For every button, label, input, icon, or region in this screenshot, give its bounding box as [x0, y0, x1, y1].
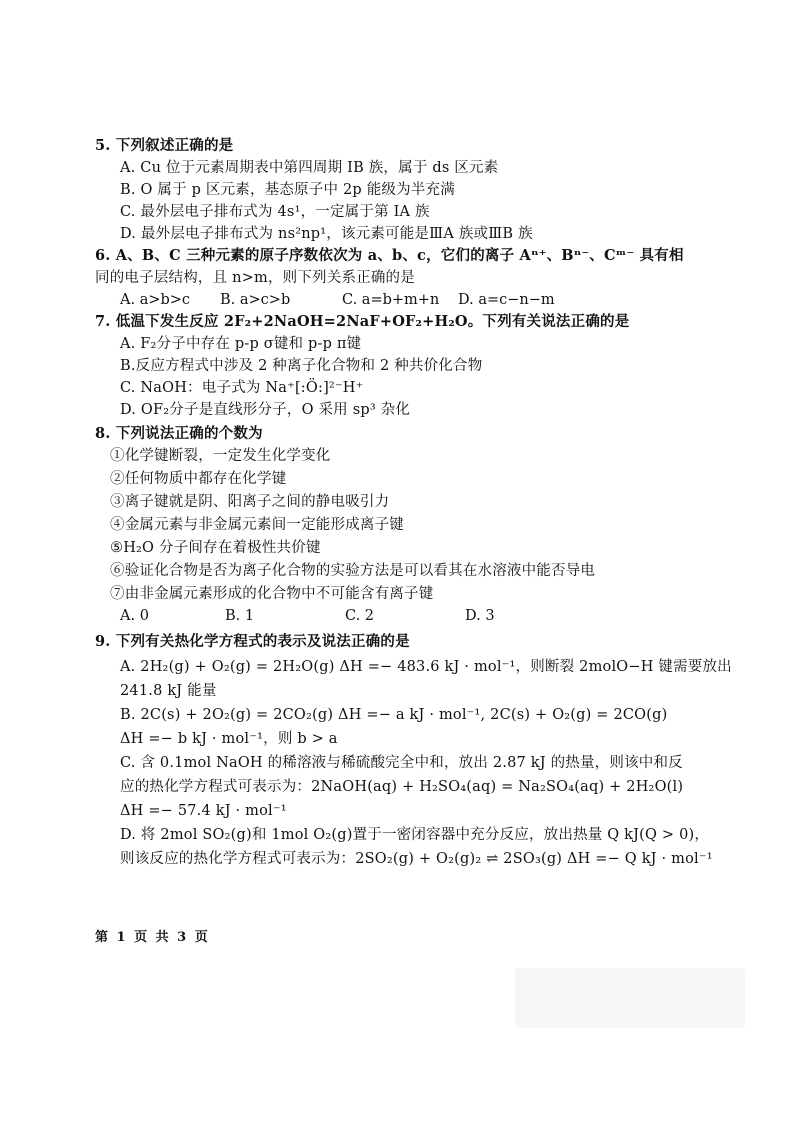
q9-option-d-line1: D. 将 2mol SO₂(g)和 1mol O₂(g)置于一密闭容器中充分反应，放出热量 Q kJ(Q > 0)，: [120, 827, 710, 843]
page-number-footer: 第 1 页 共 3 页: [95, 930, 210, 945]
q9-option-b-line1: B. 2C(s) + 2O₂(g) = 2CO₂(g) ΔH =− a kJ · mol⁻¹, 2C(s) + O₂(g) = 2CO(g): [120, 707, 668, 723]
q5-stem: 5. 下列叙述正确的是: [95, 137, 234, 154]
q7-option-c: C. NaOH：电子式为 Na⁺[:Ö:]²⁻H⁺: [120, 380, 364, 396]
q7-option-a: A. F₂分子中存在 p-p σ键和 p-p π键: [120, 336, 362, 352]
q5-option-c: C. 最外层电子排布式为 4s¹，一定属于第 IA 族: [120, 204, 430, 220]
q8-statement-4: ④金属元素与非金属元素间一定能形成离子键: [110, 517, 404, 533]
q9-option-c-line3: ΔH =− 57.4 kJ · mol⁻¹: [120, 803, 287, 819]
q5-option-d: D. 最外层电子排布式为 ns²np¹，该元素可能是ⅢA 族或ⅢB 族: [120, 226, 533, 242]
q9-option-c-line2: 应的热化学方程式可表示为：2NaOH(aq) + H₂SO₄(aq) = Na₂SO₄(aq) + 2H₂O(l): [120, 779, 684, 795]
q9-option-d-line2: 则该反应的热化学方程式可表示为：2SO₂(g) + O₂(g)₂ ⇌ 2SO₃(g) ΔH =− Q kJ · mol⁻¹: [120, 851, 713, 867]
q7-option-b: B.反应方程式中涉及 2 种离子化合物和 2 种共价化合物: [120, 358, 483, 374]
q6-options: [120, 290, 720, 310]
q5-option-a: A. Cu 位于元素周期表中第四周期 IB 族，属于 ds 区元素: [120, 160, 499, 176]
q8-option-a: A. 0: [120, 608, 149, 624]
q8-statement-7: ⑦由非金属元素形成的化合物中不可能含有离子键: [110, 586, 434, 602]
q8-statement-6: ⑥验证化合物是否为离子化合物的实验方法是可以看其在水溶液中能否导电: [110, 563, 596, 579]
q8-statement-1: ①化学键断裂，一定发生化学变化: [110, 448, 331, 464]
q8-statement-2: ②任何物质中都存在化学键: [110, 471, 287, 487]
q7-stem: 7. 低温下发生反应 2F₂+2NaOH=2NaF+OF₂+H₂O。下列有关说法正确的是: [95, 313, 630, 330]
q6-option-b: B. a>c>b: [220, 292, 291, 308]
q6-option-d: D. a=c−n−m: [458, 292, 555, 308]
q8-option-d: D. 3: [465, 608, 495, 624]
q5-option-b: B. O 属于 p 区元素，基态原子中 2p 能级为半充满: [120, 182, 455, 198]
q8-stem: 8. 下列说法正确的个数为: [95, 425, 263, 442]
q6-option-a: A. a>b>c: [120, 292, 191, 308]
q9-option-c-line1: C. 含 0.1mol NaOH 的稀溶液与稀硫酸完全中和，放出 2.87 kJ 的热量，则该中和反: [120, 755, 683, 771]
q9-option-b-line2: ΔH =− b kJ · mol⁻¹，则 b > a: [120, 731, 338, 747]
q8-option-c: C. 2: [345, 608, 375, 624]
q8-statement-5: ⑤H₂O 分子间存在着极性共价键: [110, 540, 321, 556]
q8-statement-3: ③离子键就是阴、阳离子之间的静电吸引力: [110, 494, 390, 510]
q7-option-d: D. OF₂分子是直线形分子，O 采用 sp³ 杂化: [120, 402, 411, 418]
q6-option-c: C. a=b+m+n: [342, 292, 440, 308]
q8-options: [120, 606, 720, 626]
q6-stem-line1: 6. A、B、C 三种元素的原子序数依次为 a、b、c，它们的离子 Aⁿ⁺、Bⁿ⁻、Cᵐ⁻ 具有相: [95, 247, 684, 264]
q8-option-b: B. 1: [225, 608, 255, 624]
q6-stem-line2: 同的电子层结构，且 n>m，则下列关系正确的是: [95, 270, 415, 286]
q9-option-a-line1: A. 2H₂(g) + O₂(g) = 2H₂O(g) ΔH =− 483.6 kJ · mol⁻¹，则断裂 2molO−H 键需要放出: [120, 659, 732, 675]
q9-stem: 9. 下列有关热化学方程式的表示及说法正确的是: [95, 633, 410, 650]
scan-smudge: [515, 968, 745, 1028]
q9-option-a-line2: 241.8 kJ 能量: [120, 683, 217, 699]
